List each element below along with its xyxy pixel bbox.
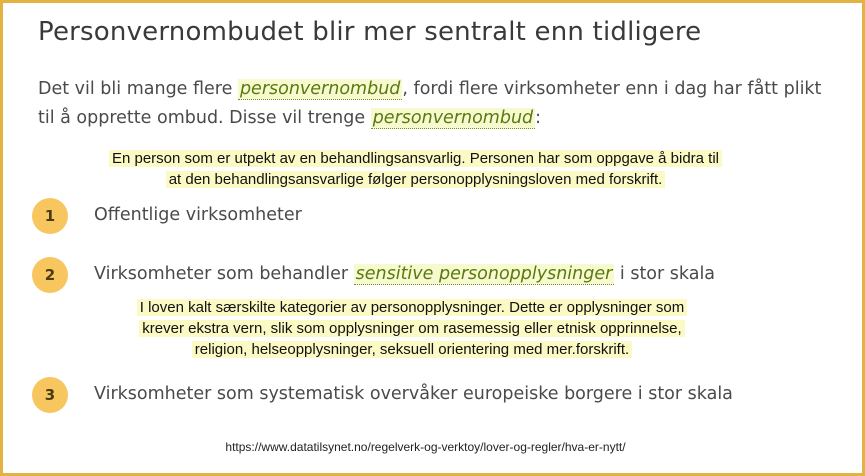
tooltip-line: En person som er utpekt av en behandlingsansvarlig. Personen har som oppgave å bidra til: [109, 150, 722, 167]
number-badge: 3: [32, 377, 68, 413]
definition-tooltip-sensitive-personopplysninger: [77, 297, 747, 360]
number-badge: 2: [32, 257, 68, 293]
list-item-text-before: Virksomheter som behandler: [94, 264, 354, 284]
tooltip-line: I loven kalt særskilte kategorier av personopplysninger. Dette er opplysninger som: [137, 299, 687, 316]
glossary-term-sensitive-personopplysninger[interactable]: sensitive personopplysninger: [355, 264, 613, 284]
intro-text-2: , fordi flere virksomheter enn i dag har fått plikt til å opprette ombud. Disse vil trenge: [38, 79, 822, 128]
intro-paragraph: [38, 75, 838, 133]
number-badge: 1: [32, 198, 68, 234]
glossary-term-personvernombud-2[interactable]: personvernombud: [372, 108, 534, 128]
list-item-text: [94, 264, 715, 284]
intro-text-3: :: [535, 108, 542, 128]
list-item-text: Offentlige virksomheter: [94, 205, 302, 225]
list-item-text: Virksomheter som systematisk overvåker europeiske borgere i stor skala: [94, 384, 733, 404]
glossary-term-personvernombud-1[interactable]: personvernombud: [239, 79, 401, 99]
list-item-text-after: i stor skala: [614, 264, 716, 284]
intro-text-1: Det vil bli mange flere: [38, 79, 238, 99]
source-link[interactable]: https://www.datatilsynet.no/regelverk-og-verktoy/lover-og-regler/hva-er-nytt/: [225, 440, 626, 454]
slide-title: Personvernombudet blir mer sentralt enn tidligere: [38, 17, 702, 47]
tooltip-line: at den behandlingsansvarlige følger personopplysningsloven med forskrift.: [166, 171, 666, 188]
tooltip-line: religion, helseopplysninger, seksuell orientering med mer.forskrift.: [192, 341, 632, 358]
definition-tooltip-personvernombud: [43, 148, 788, 190]
tooltip-line: krever ekstra vern, slik som opplysninger om rasemessig eller etnisk opprinnelse,: [139, 320, 684, 337]
